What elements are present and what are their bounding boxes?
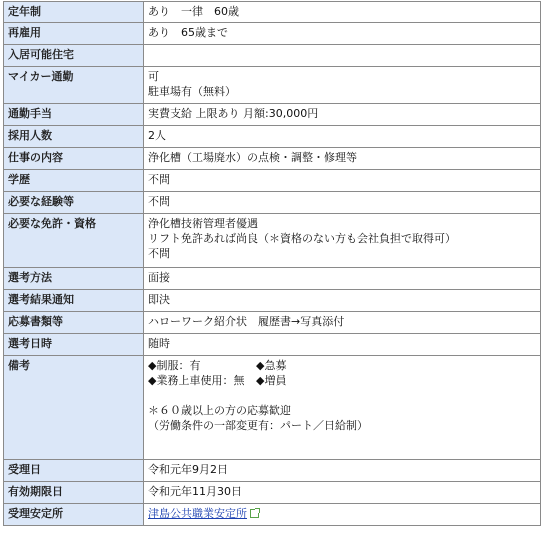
- label-education: 学歴: [4, 170, 144, 192]
- value-experience: 不問: [144, 192, 541, 214]
- label-car-commute: マイカー通勤: [4, 67, 144, 104]
- label-remarks: 備考: [4, 356, 144, 460]
- row-experience: [4, 192, 541, 214]
- row-hires: [4, 126, 541, 148]
- value-result-notice: 即決: [144, 290, 541, 312]
- value-licenses: [144, 214, 541, 268]
- value-documents: ハローワーク紹介状 履歴書→写真添付: [144, 312, 541, 334]
- label-office: 受理安定所: [4, 504, 144, 526]
- value-selection-date: 随時: [144, 334, 541, 356]
- license-line: 不問: [148, 247, 170, 260]
- value-remarks: [144, 356, 541, 460]
- remarks-items: [148, 358, 536, 388]
- row-car-commute: [4, 67, 541, 104]
- car-commute-line: 可: [148, 70, 159, 83]
- row-selection-date: [4, 334, 541, 356]
- remark-note: ＊６０歳以上の方の応募歓迎: [148, 404, 291, 417]
- value-selection-method: 面接: [144, 268, 541, 290]
- row-result-notice: [4, 290, 541, 312]
- row-rehire: [4, 23, 541, 45]
- row-retirement: [4, 2, 541, 23]
- label-result-notice: 選考結果通知: [4, 290, 144, 312]
- license-line: 浄化槽技術管理者優遇: [148, 217, 258, 230]
- row-education: [4, 170, 541, 192]
- label-experience: 必要な経験等: [4, 192, 144, 214]
- value-education: 不問: [144, 170, 541, 192]
- value-car-commute: [144, 67, 541, 104]
- row-received: [4, 460, 541, 482]
- value-retirement: あり 一律 60歳: [144, 2, 541, 23]
- remark-item: ◆急募: [256, 359, 287, 372]
- row-housing: [4, 45, 541, 67]
- remark-item: ◆増員: [256, 374, 287, 387]
- office-link[interactable]: 津島公共職業安定所: [148, 507, 247, 520]
- row-documents: [4, 312, 541, 334]
- value-rehire: あり 65歳まで: [144, 23, 541, 45]
- label-received: 受理日: [4, 460, 144, 482]
- row-remarks: [4, 356, 541, 460]
- car-commute-line: 駐車場有（無料）: [148, 85, 236, 98]
- label-hires: 採用人数: [4, 126, 144, 148]
- label-licenses: 必要な免許・資格: [4, 214, 144, 268]
- license-line: リフト免許あれば尚良（＊資格のない方も会社負担で取得可）: [148, 232, 456, 245]
- value-office: [144, 504, 541, 526]
- value-job-content: 浄化槽（工場廃水）の点検・調整・修理等: [144, 148, 541, 170]
- label-rehire: 再雇用: [4, 23, 144, 45]
- value-received: 令和元年9月2日: [144, 460, 541, 482]
- label-housing: 入居可能住宅: [4, 45, 144, 67]
- label-selection-method: 選考方法: [4, 268, 144, 290]
- row-valid-until: [4, 482, 541, 504]
- remarks-spacer: [148, 388, 536, 403]
- label-selection-date: 選考日時: [4, 334, 144, 356]
- remark-item: ◆業務上車使用：無: [148, 374, 245, 387]
- remark-item: ◆制服：有: [148, 359, 201, 372]
- row-licenses: [4, 214, 541, 268]
- external-link-icon: [250, 509, 259, 518]
- label-documents: 応募書類等: [4, 312, 144, 334]
- label-valid-until: 有効期限日: [4, 482, 144, 504]
- value-housing: [144, 45, 541, 67]
- row-selection-method: [4, 268, 541, 290]
- value-commute-allowance: 実費支給 上限あり 月額:30,000円: [144, 104, 541, 126]
- row-commute-allowance: [4, 104, 541, 126]
- label-commute-allowance: 通勤手当: [4, 104, 144, 126]
- row-job-content: [4, 148, 541, 170]
- row-office: [4, 504, 541, 526]
- job-details-table: [3, 1, 541, 526]
- remark-note: （労働条件の一部変更有：パート／日給制）: [148, 419, 368, 432]
- label-retirement: 定年制: [4, 2, 144, 23]
- label-job-content: 仕事の内容: [4, 148, 144, 170]
- value-valid-until: 令和元年11月30日: [144, 482, 541, 504]
- value-hires: 2人: [144, 126, 541, 148]
